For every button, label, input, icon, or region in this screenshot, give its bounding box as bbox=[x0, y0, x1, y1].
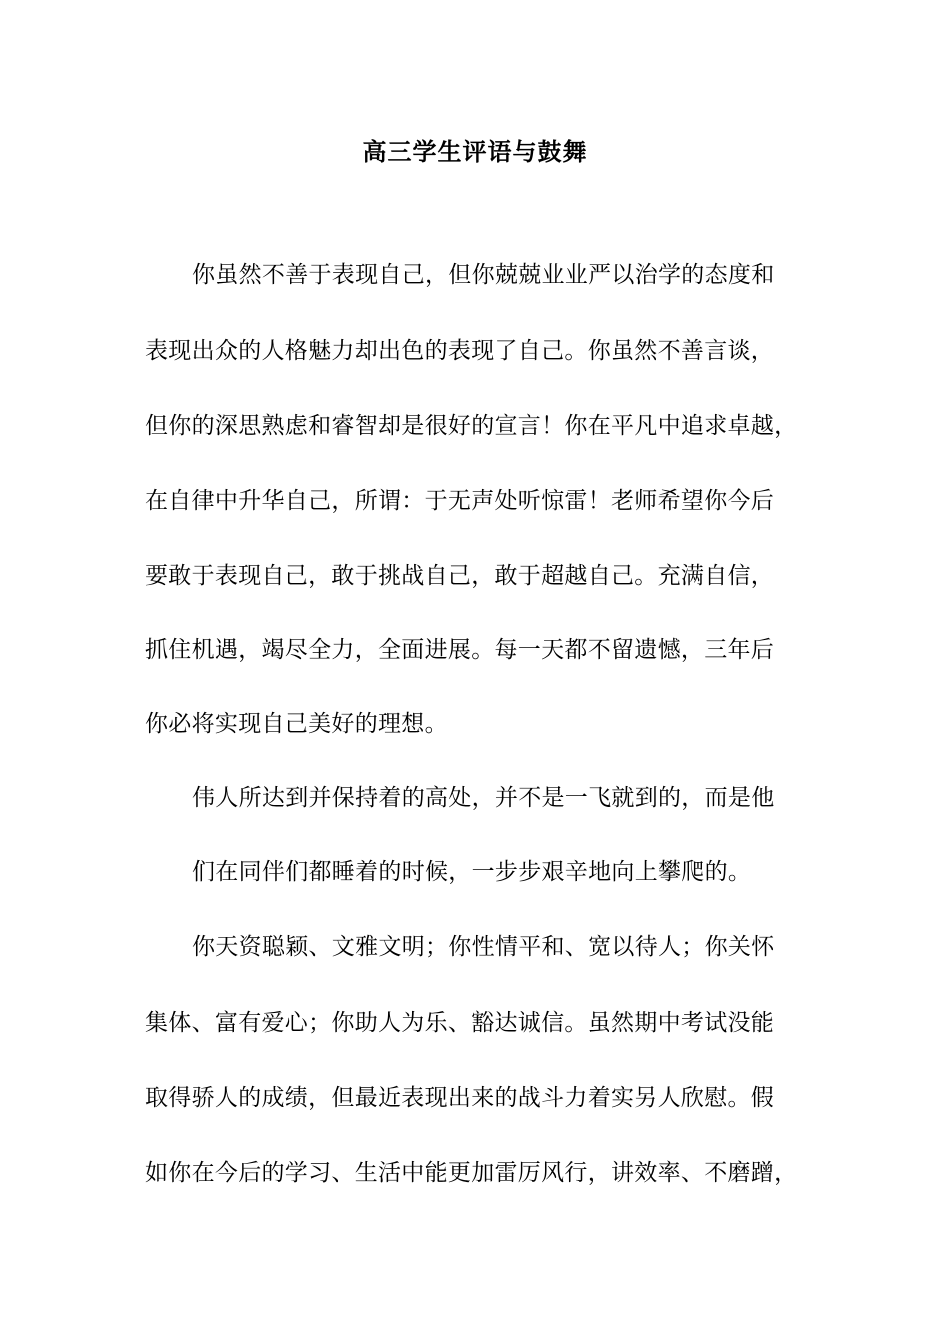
paragraph-line: 你虽然不善于表现自己，但你兢兢业业严以治学的态度和 bbox=[192, 262, 775, 288]
paragraph-line: 在自律中升华自己，所谓：于无声处听惊雷！老师希望你今后 bbox=[145, 488, 775, 514]
paragraph-line: 取得骄人的成绩，但最近表现出来的战斗力着实另人欣慰。假 bbox=[145, 1085, 775, 1111]
paragraph-line: 表现出众的人格魅力却出色的表现了自己。你虽然不善言谈， bbox=[145, 338, 775, 364]
paragraph-line: 集体、富有爱心；你助人为乐、豁达诚信。虽然期中考试没能 bbox=[145, 1010, 775, 1036]
paragraph-line: 但你的深思熟虑和睿智却是很好的宣言！你在平凡中追求卓越， bbox=[145, 413, 798, 439]
paragraph-line: 们在同伴们都睡着的时候，一步步艰辛地向上攀爬的。 bbox=[192, 859, 752, 885]
paragraph-line: 如你在今后的学习、生活中能更加雷厉风行，讲效率、不磨蹭， bbox=[145, 1160, 798, 1186]
document-title: 高三学生评语与鼓舞 bbox=[362, 137, 588, 166]
paragraph-line: 伟人所达到并保持着的高处，并不是一飞就到的，而是他 bbox=[192, 785, 775, 811]
paragraph-line: 你天资聪颖、文雅文明；你性情平和、宽以待人；你关怀 bbox=[192, 934, 775, 960]
paragraph-line: 抓住机遇，竭尽全力，全面进展。每一天都不留遗憾，三年后 bbox=[145, 637, 775, 663]
paragraph-line: 要敢于表现自己，敢于挑战自己，敢于超越自己。充满自信， bbox=[145, 563, 775, 589]
paragraph-line: 你必将实现自己美好的理想。 bbox=[145, 711, 448, 737]
